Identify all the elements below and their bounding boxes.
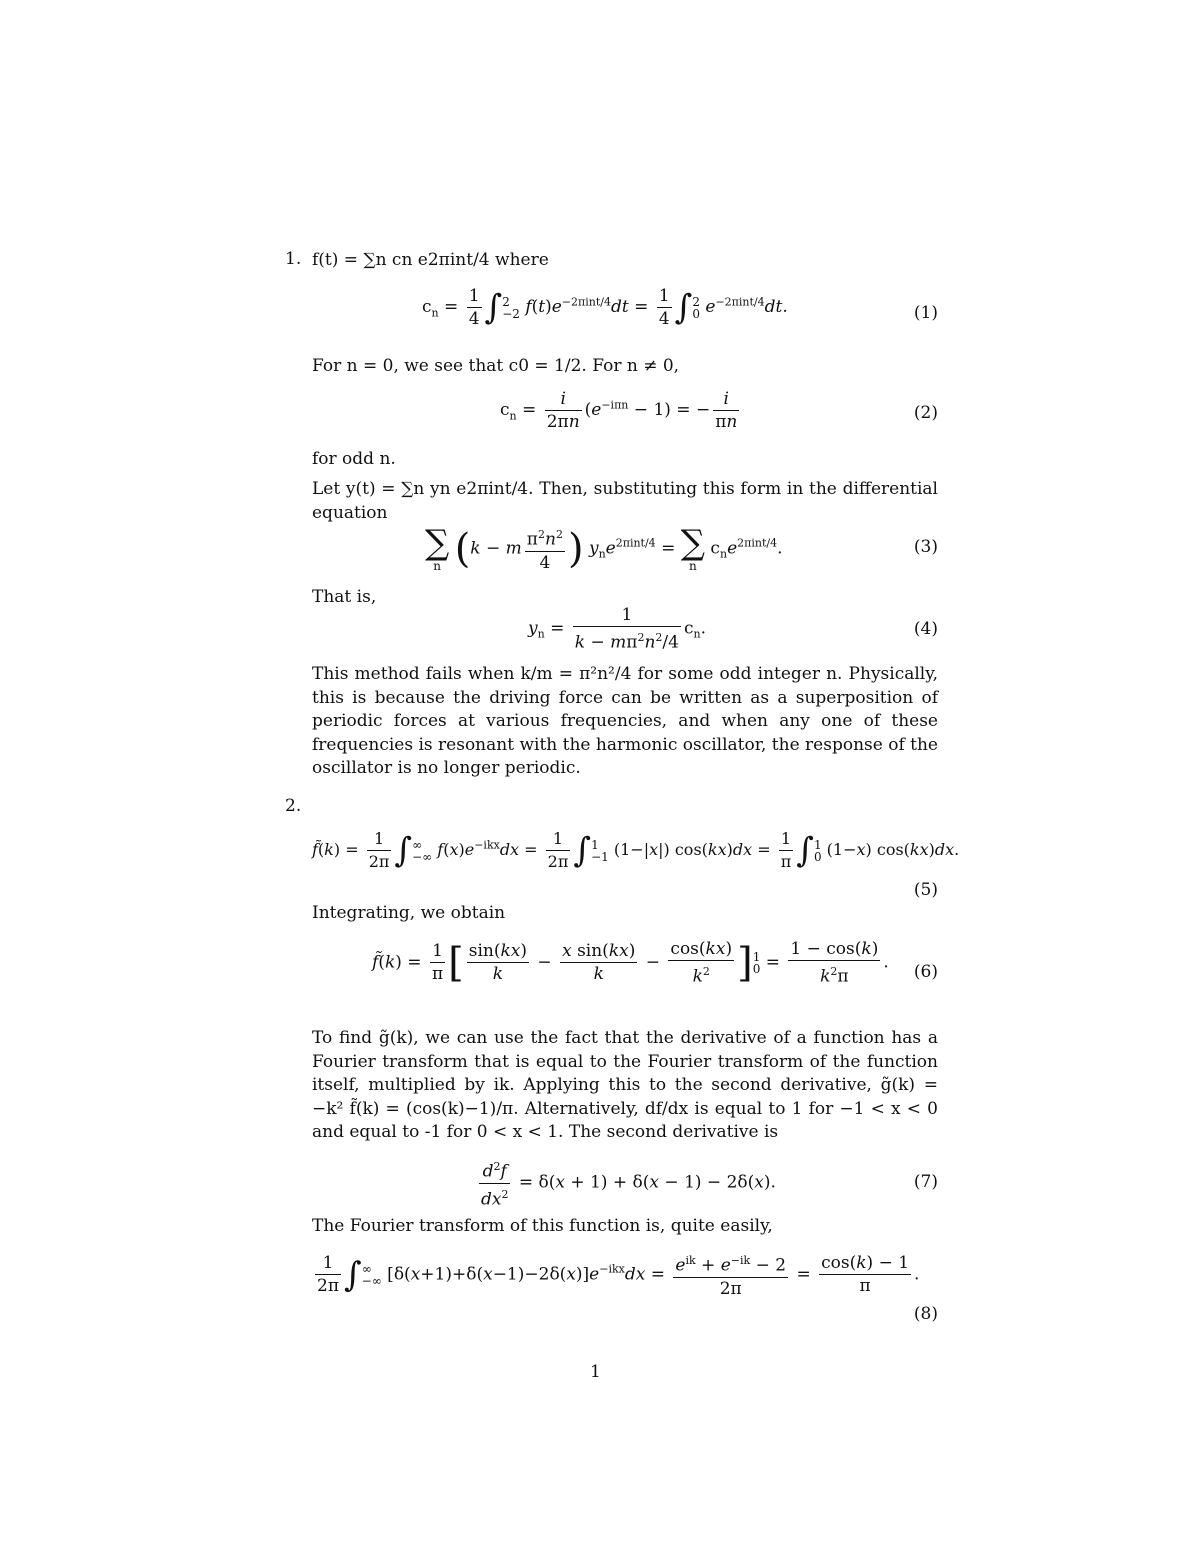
equation-6-label: (6) — [913, 962, 938, 982]
let-y-text: Let y(t) = ∑n yn e2πint/4. Then, substituting this form in the differential equation — [312, 479, 938, 523]
equation-1: $c_n$ = $\frac{1}{4}$ ∫ 2 −2 $f(t)e^{-2\pi int/4}dt$ = $\frac{1}{4}$ ∫ 2 0 $e^{-2\pi int/4}dt$. — [422, 286, 788, 329]
method-fails-paragraph: This method fails when k/m = π²n²/4 for some odd integer n. Physically, this is because the driving force can be written as a superposition of periodic forces at various frequencies, and when any one of these frequencies is resonant with the harmonic oscillator, the response of the oscillator is no longer periodic. — [312, 664, 938, 778]
odd-n-text: for odd n. — [312, 449, 396, 469]
page-number: 1 — [590, 1362, 601, 1382]
fourier-transform-text: The Fourier transform of this function is, quite easily, — [312, 1216, 773, 1236]
equation-3-label: (3) — [913, 537, 938, 557]
equation-8: $\frac{1}{2\pi}$ ∫ ∞ −∞ $[\delta(x+1)+\delta(x-1)-2\delta(x)]e^{-ikx}dx$ = $\frac{e^{ik} + e^{-ik} - 2}{2\pi}$ = $\frac{\cos(k) - 1}{\pi}$ . — [317, 1253, 920, 1299]
equation-1-label: (1) — [913, 303, 938, 323]
problem-2-number: 2. — [285, 796, 302, 816]
equation-4: $y_n$ = $\frac{1}{k - m\pi^2n^2/4}$ $c_n$. — [528, 605, 706, 653]
problem-1-intro: f(t) = ∑n cn e2πint/4 where — [312, 250, 549, 270]
equation-7-label: (7) — [913, 1172, 938, 1192]
equation-5-label: (5) — [913, 880, 938, 900]
integrating-text: Integrating, we obtain — [312, 903, 506, 923]
problem-1-number: 1. — [285, 249, 302, 269]
find-g-paragraph: To find g̃(k), we can use the fact that the derivative of a function has a Fourier transform that is equal to the Fourier transform of the function itself, multiplied by ik. Applying this to the second derivative, g̃(k) = −k² f̃(k) = (cos(k)−1)/π. Alternatively, df/dx is equal to 1 for −1 < x < 0 and equal to -1 for 0 < x < 1. The second derivative is — [312, 1028, 938, 1142]
equation-2: $c_n$ = $\frac{i}{2\pi n}$ $(e^{-i\pi n} - 1)$ = − $\frac{i}{\pi n}$ — [500, 389, 738, 432]
equation-8-label: (8) — [913, 1304, 938, 1324]
equation-6: f̃(k) = $\frac{1}{\pi}$ [ $\frac{\sin(kx)}{k}$ − $\frac{\text{x sin(kx)}}{k}$ − $\frac{\cos(kx)}{k^2}$ ] 1 0 = $\frac{1 - \cos(k)}{k^2\pi}$ . — [372, 939, 889, 987]
case-text: For n = 0, we see that c0 = 1/2. For n ≠ 0, — [312, 356, 680, 376]
equation-4-label: (4) — [913, 619, 938, 639]
equation-5: f̃(k) = $\frac{1}{2\pi}$ ∫ ∞ −∞ $f(x)e^{-ikx}dx$ = $\frac{1}{2\pi}$ ∫ 1 −1 (1−|x|) cos(kx)dx = $\frac{1}{\pi}$ ∫ 1 0 (1−x) cos(kx)dx. — [312, 829, 960, 871]
equation-3: ∑ n (k − m $\frac{\pi^2n^2}{4}$ ) $y_ne^{2\pi int/4}$ = ∑ n $c_ne^{2\pi int/4}$. — [425, 522, 783, 573]
that-is-text: That is, — [312, 587, 377, 607]
equation-2-label: (2) — [913, 403, 938, 423]
equation-7: $\frac{d^2f}{dx^2}$ = δ(x + 1) + δ(x − 1) − 2δ(x). — [481, 1160, 776, 1210]
